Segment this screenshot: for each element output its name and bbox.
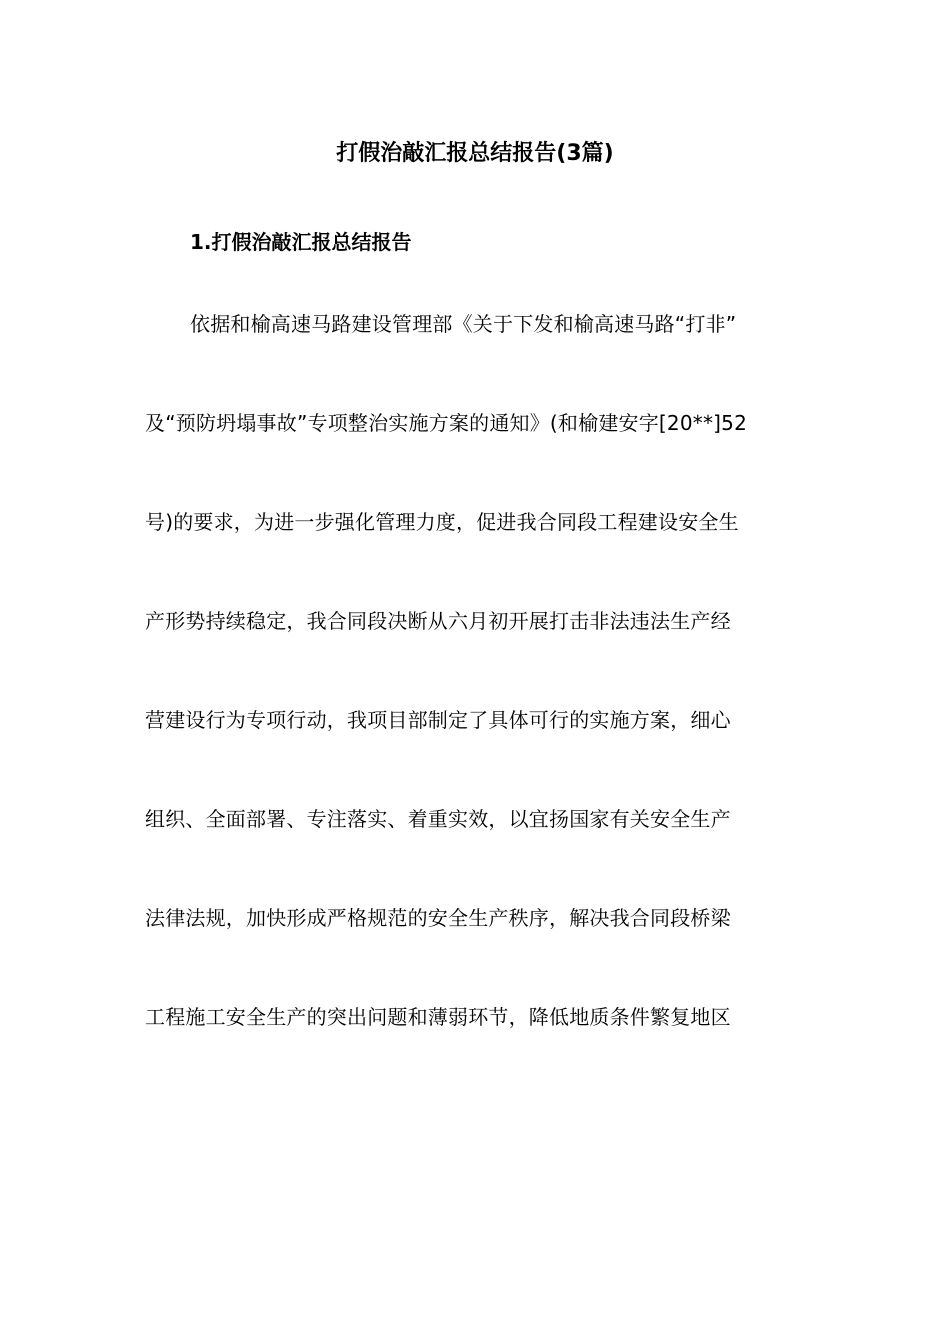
document-title: 打假治敲汇报总结报告(3篇)	[336, 141, 614, 166]
paragraph-line: 及“预防坍塌事故”专项整治实施方案的通知》(和榆建安字[20**]52	[145, 411, 748, 435]
paragraph-line: 营建设行为专项行动，我项目部制定了具体可行的实施方案，细心	[145, 708, 731, 732]
paragraph-line: 号)的要求，为进一步强化管理力度，促进我合同段工程建设安全生	[145, 510, 739, 534]
paragraph-line: 法律法规，加快形成严格规范的安全生产秩序，解决我合同段桥梁	[145, 906, 731, 930]
paragraph-line: 工程施工安全生产的突出问题和薄弱环节，降低地质条件繁复地区	[145, 1005, 731, 1029]
paragraph-line: 依据和榆高速马路建设管理部《关于下发和榆高速马路“打非”	[190, 312, 737, 336]
paragraph-line: 产形势持续稳定，我合同段决断从六月初开展打击非法违法生产经	[145, 609, 731, 633]
paragraph-line: 组织、全面部署、专注落实、着重实效，以宜扬国家有关安全生产	[145, 807, 731, 831]
section-heading: 1.打假治敲汇报总结报告	[190, 230, 412, 254]
